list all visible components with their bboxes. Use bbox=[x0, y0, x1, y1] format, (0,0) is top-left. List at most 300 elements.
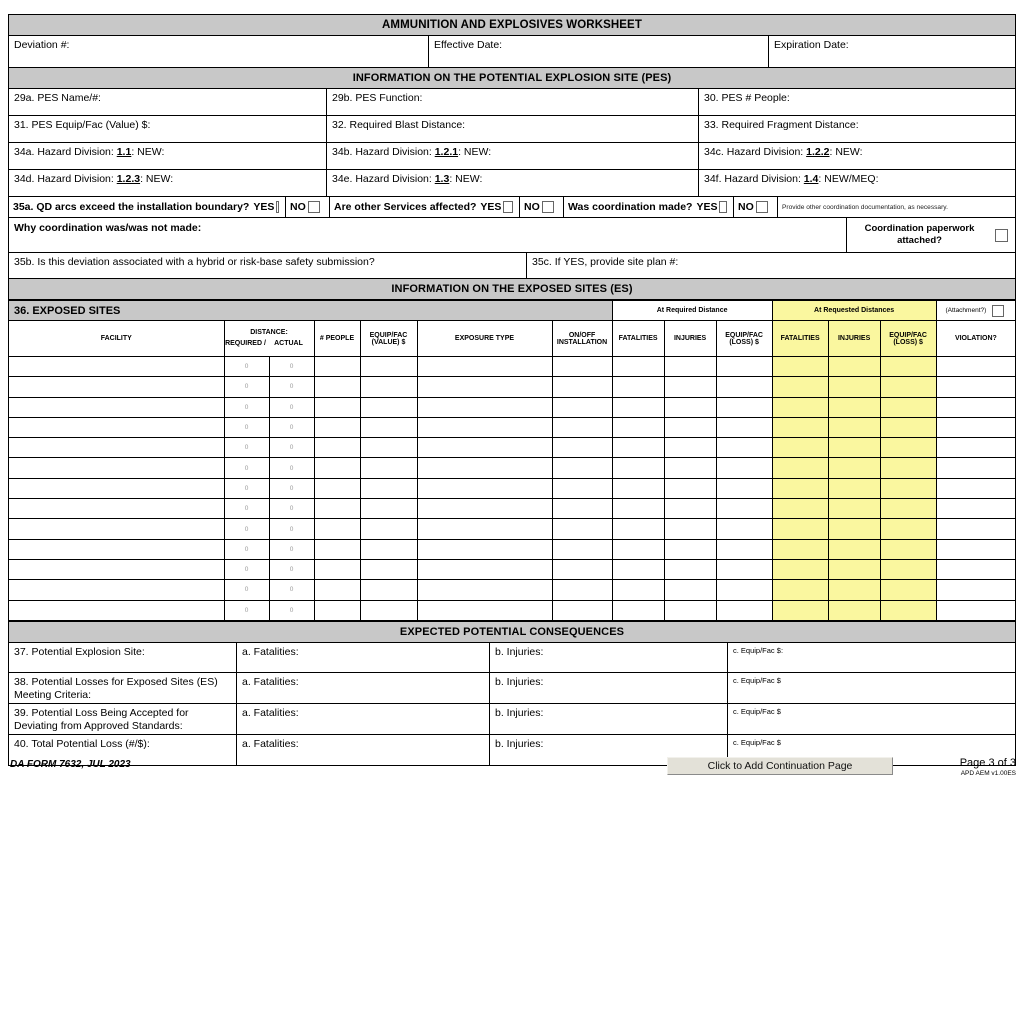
cell-violation[interactable] bbox=[936, 600, 1015, 620]
field-34b-suffix: : NEW: bbox=[458, 146, 492, 158]
cell-people[interactable] bbox=[314, 580, 360, 600]
cell-required-injuries[interactable] bbox=[664, 478, 716, 498]
cell-distance-actual[interactable]: 0 bbox=[269, 478, 314, 498]
cell-requested-equip-loss[interactable] bbox=[880, 357, 936, 377]
exposed-sites-table bbox=[9, 300, 1015, 621]
field-services-yes-label: YES bbox=[480, 201, 502, 213]
coordination-paperwork-label: Coordination paperwork attached? bbox=[864, 222, 975, 246]
col-requested-equip-loss-line1: EQUIP/FAC bbox=[889, 331, 927, 339]
cell-requested-injuries[interactable] bbox=[828, 458, 880, 478]
field-services-label: Are other Services affected? bbox=[334, 201, 477, 213]
cell-facility[interactable] bbox=[9, 417, 224, 437]
field-coordination-no-checkbox[interactable] bbox=[756, 201, 768, 213]
cell-distance-actual[interactable]: 0 bbox=[269, 580, 314, 600]
field-coordination-yes-checkbox[interactable] bbox=[719, 201, 727, 213]
cell-requested-fatalities[interactable] bbox=[772, 580, 828, 600]
cell-required-injuries[interactable] bbox=[664, 559, 716, 579]
cell-equip-fac-value[interactable] bbox=[360, 580, 417, 600]
table-row bbox=[9, 580, 1015, 600]
cell-exposure-type[interactable] bbox=[417, 559, 552, 579]
field-34a-division: 1.1 bbox=[116, 146, 132, 158]
coordination-note-cell bbox=[778, 197, 1015, 218]
field-34c-division: 1.2.2 bbox=[806, 146, 830, 158]
cell-exposure-type[interactable] bbox=[417, 357, 552, 377]
cell-requested-fatalities[interactable] bbox=[772, 519, 828, 539]
cell-exposure-type[interactable] bbox=[417, 519, 552, 539]
cell-people[interactable] bbox=[314, 417, 360, 437]
cell-requested-fatalities[interactable] bbox=[772, 377, 828, 397]
cell-requested-equip-loss[interactable] bbox=[880, 478, 936, 498]
field-34f-hazard-division[interactable] bbox=[699, 170, 1015, 197]
cell-distance-required[interactable]: 0 bbox=[224, 438, 269, 458]
cell-required-injuries[interactable] bbox=[664, 377, 716, 397]
cell-required-fatalities[interactable] bbox=[612, 417, 664, 437]
field-34a-prefix: 34a. Hazard Division: bbox=[14, 146, 117, 158]
field-34a-hazard-division[interactable] bbox=[9, 143, 327, 170]
cell-facility[interactable] bbox=[9, 499, 224, 519]
cell-exposure-type[interactable] bbox=[417, 417, 552, 437]
cell-required-injuries[interactable] bbox=[664, 600, 716, 620]
table-row bbox=[9, 417, 1015, 437]
col-equip-fac-value-line2: (VALUE) $ bbox=[371, 338, 406, 346]
cell-exposure-type[interactable] bbox=[417, 458, 552, 478]
cell-distance-required[interactable]: 0 bbox=[224, 499, 269, 519]
cell-required-equip-loss[interactable] bbox=[716, 357, 772, 377]
da-form-7632-page3 bbox=[8, 14, 1016, 766]
cell-onoff-installation[interactable] bbox=[552, 417, 612, 437]
consequences-row-37 bbox=[9, 643, 1015, 673]
cell-facility[interactable] bbox=[9, 580, 224, 600]
field-37-equip[interactable]: c. Equip/Fac $: bbox=[728, 643, 1015, 673]
col-distance-actual: ACTUAL bbox=[274, 339, 303, 347]
field-40-equip[interactable]: c. Equip/Fac $ bbox=[733, 737, 781, 747]
cell-required-fatalities[interactable] bbox=[612, 377, 664, 397]
cell-exposure-type[interactable] bbox=[417, 438, 552, 458]
cell-people[interactable] bbox=[314, 357, 360, 377]
cell-required-fatalities[interactable] bbox=[612, 357, 664, 377]
cell-people[interactable] bbox=[314, 438, 360, 458]
attachment-checkbox[interactable] bbox=[992, 305, 1004, 317]
field-34e-hazard-division[interactable] bbox=[327, 170, 699, 197]
cell-distance-required[interactable]: 0 bbox=[224, 397, 269, 417]
field-35a-label: 35a. QD arcs exceed the installation boundary? bbox=[13, 201, 250, 213]
cell-required-injuries[interactable] bbox=[664, 458, 716, 478]
col-required-equip-loss bbox=[716, 321, 772, 357]
cell-violation[interactable] bbox=[936, 357, 1015, 377]
field-34d-prefix: 34d. Hazard Division: bbox=[14, 173, 117, 185]
cell-requested-fatalities[interactable] bbox=[772, 559, 828, 579]
cell-requested-fatalities[interactable] bbox=[772, 397, 828, 417]
cell-violation[interactable] bbox=[936, 478, 1015, 498]
cell-exposure-type[interactable] bbox=[417, 377, 552, 397]
cell-requested-equip-loss[interactable] bbox=[880, 458, 936, 478]
cell-equip-fac-value[interactable] bbox=[360, 478, 417, 498]
field-29b-pes-function[interactable]: 29b. PES Function: bbox=[327, 89, 699, 116]
cell-facility[interactable] bbox=[9, 539, 224, 559]
cell-onoff-installation[interactable] bbox=[552, 357, 612, 377]
field-39-label: 39. Potential Loss Being Accepted for Deviating from Approved Standards: bbox=[9, 704, 237, 735]
cell-exposure-type[interactable] bbox=[417, 499, 552, 519]
cell-onoff-installation[interactable] bbox=[552, 377, 612, 397]
cell-distance-actual[interactable]: 0 bbox=[269, 499, 314, 519]
cell-required-fatalities[interactable] bbox=[612, 559, 664, 579]
consequences-table bbox=[9, 643, 1015, 765]
field-29a-pes-name[interactable]: 29a. PES Name/#: bbox=[9, 89, 327, 116]
cell-required-equip-loss[interactable] bbox=[716, 397, 772, 417]
cell-onoff-installation[interactable] bbox=[552, 580, 612, 600]
table-row bbox=[9, 539, 1015, 559]
group-at-required-distance: At Required Distance bbox=[612, 301, 772, 321]
cell-onoff-installation[interactable] bbox=[552, 539, 612, 559]
cell-people[interactable] bbox=[314, 600, 360, 620]
cell-requested-equip-loss[interactable] bbox=[880, 397, 936, 417]
cell-distance-required[interactable]: 0 bbox=[224, 559, 269, 579]
es-section-band: INFORMATION ON THE EXPOSED SITES (ES) bbox=[9, 279, 1015, 300]
cell-required-injuries[interactable] bbox=[664, 580, 716, 600]
field-services-no-checkbox[interactable] bbox=[542, 201, 554, 213]
field-39-fatalities[interactable]: a. Fatalities: bbox=[237, 704, 490, 735]
cell-required-injuries[interactable] bbox=[664, 438, 716, 458]
cell-requested-equip-loss[interactable] bbox=[880, 580, 936, 600]
field-35a-no-checkbox[interactable] bbox=[308, 201, 320, 213]
cell-equip-fac-value[interactable] bbox=[360, 559, 417, 579]
cell-requested-equip-loss[interactable] bbox=[880, 499, 936, 519]
field-34d-suffix: : NEW: bbox=[140, 173, 174, 185]
cell-distance-required[interactable]: 0 bbox=[224, 458, 269, 478]
cell-requested-injuries[interactable] bbox=[828, 377, 880, 397]
cell-onoff-installation[interactable] bbox=[552, 397, 612, 417]
cell-facility[interactable] bbox=[9, 397, 224, 417]
cell-facility[interactable] bbox=[9, 458, 224, 478]
deviation-row bbox=[9, 36, 1015, 68]
cell-facility[interactable] bbox=[9, 600, 224, 620]
cell-required-fatalities[interactable] bbox=[612, 458, 664, 478]
es-group-header-row bbox=[9, 301, 1015, 321]
col-requested-fatalities: FATALITIES bbox=[772, 321, 828, 357]
coordination-note-text: Provide other coordination documentation, as necessary. bbox=[782, 203, 948, 211]
cell-requested-equip-loss[interactable] bbox=[880, 539, 936, 559]
cell-required-equip-loss[interactable] bbox=[716, 559, 772, 579]
cell-people[interactable] bbox=[314, 499, 360, 519]
cell-distance-actual[interactable]: 0 bbox=[269, 397, 314, 417]
cell-requested-injuries[interactable] bbox=[828, 519, 880, 539]
cell-equip-fac-value[interactable] bbox=[360, 417, 417, 437]
field-37-fatalities[interactable]: a. Fatalities: bbox=[237, 643, 490, 673]
cell-onoff-installation[interactable] bbox=[552, 478, 612, 498]
cell-requested-injuries[interactable] bbox=[828, 417, 880, 437]
cell-distance-actual[interactable]: 0 bbox=[269, 539, 314, 559]
cell-requested-equip-loss[interactable] bbox=[880, 559, 936, 579]
cell-violation[interactable] bbox=[936, 499, 1015, 519]
form-footer bbox=[8, 757, 1016, 785]
cell-facility[interactable] bbox=[9, 478, 224, 498]
cell-distance-actual[interactable]: 0 bbox=[269, 458, 314, 478]
field-33-required-fragment-distance[interactable]: 33. Required Fragment Distance: bbox=[699, 116, 1015, 143]
col-violation: VIOLATION? bbox=[936, 321, 1015, 357]
cell-required-fatalities[interactable] bbox=[612, 478, 664, 498]
field-35a-yes-checkbox[interactable] bbox=[276, 201, 279, 213]
add-continuation-page-button[interactable]: Click to Add Continuation Page bbox=[667, 757, 893, 775]
cell-requested-injuries[interactable] bbox=[828, 478, 880, 498]
cell-distance-actual[interactable]: 0 bbox=[269, 519, 314, 539]
cell-people[interactable] bbox=[314, 539, 360, 559]
cell-violation[interactable] bbox=[936, 580, 1015, 600]
col-exposure-type: EXPOSURE TYPE bbox=[417, 321, 552, 357]
cell-required-equip-loss[interactable] bbox=[716, 377, 772, 397]
cell-exposure-type[interactable] bbox=[417, 580, 552, 600]
cell-people[interactable] bbox=[314, 519, 360, 539]
table-row bbox=[9, 397, 1015, 417]
cell-required-injuries[interactable] bbox=[664, 417, 716, 437]
col-requested-equip-loss bbox=[880, 321, 936, 357]
cell-required-equip-loss[interactable] bbox=[716, 539, 772, 559]
form-identifier: DA FORM 7632, JUL 2023 bbox=[10, 759, 131, 770]
form-version: APD AEM v1.00ES bbox=[960, 770, 1016, 777]
cell-onoff-installation[interactable] bbox=[552, 458, 612, 478]
attachment-cell bbox=[936, 301, 1015, 321]
cell-violation[interactable] bbox=[936, 377, 1015, 397]
cell-requested-injuries[interactable] bbox=[828, 397, 880, 417]
field-34b-prefix: 34b. Hazard Division: bbox=[332, 146, 435, 158]
col-distance bbox=[224, 321, 314, 357]
col-requested-equip-loss-line2: (LOSS) $ bbox=[893, 338, 923, 346]
cell-exposure-type[interactable] bbox=[417, 600, 552, 620]
cell-required-equip-loss[interactable] bbox=[716, 478, 772, 498]
field-39-equip[interactable]: c. Equip/Fac $ bbox=[728, 704, 1015, 735]
field-coordination-label: Was coordination made? bbox=[568, 201, 693, 213]
cell-facility[interactable] bbox=[9, 438, 224, 458]
pes-row-34-bottom bbox=[9, 170, 1015, 197]
cell-onoff-installation[interactable] bbox=[552, 519, 612, 539]
col-requested-injuries: INJURIES bbox=[828, 321, 880, 357]
field-38-injuries[interactable]: b. Injuries: bbox=[490, 673, 728, 704]
cell-requested-fatalities[interactable] bbox=[772, 478, 828, 498]
cell-equip-fac-value[interactable] bbox=[360, 458, 417, 478]
cell-violation[interactable] bbox=[936, 438, 1015, 458]
deviation-number-field[interactable]: Deviation #: bbox=[9, 36, 429, 68]
cell-onoff-installation[interactable] bbox=[552, 559, 612, 579]
cell-distance-actual[interactable]: 0 bbox=[269, 357, 314, 377]
cell-distance-required[interactable]: 0 bbox=[224, 519, 269, 539]
cell-equip-fac-value[interactable] bbox=[360, 438, 417, 458]
expiration-date-field[interactable]: Expiration Date: bbox=[769, 36, 1015, 68]
col-people: # PEOPLE bbox=[314, 321, 360, 357]
field-34e-suffix: : NEW: bbox=[449, 173, 483, 185]
cell-required-fatalities[interactable] bbox=[612, 499, 664, 519]
field-34d-hazard-division[interactable] bbox=[9, 170, 327, 197]
col-equip-fac-value bbox=[360, 321, 417, 357]
cell-people[interactable] bbox=[314, 458, 360, 478]
cell-requested-injuries[interactable] bbox=[828, 559, 880, 579]
cell-requested-equip-loss[interactable] bbox=[880, 600, 936, 620]
cell-distance-required[interactable]: 0 bbox=[224, 478, 269, 498]
cell-distance-actual[interactable]: 0 bbox=[269, 559, 314, 579]
cell-people[interactable] bbox=[314, 559, 360, 579]
field-34e-division: 1.3 bbox=[434, 173, 450, 185]
cell-distance-required[interactable]: 0 bbox=[224, 539, 269, 559]
table-row bbox=[9, 458, 1015, 478]
field-38-label: 38. Potential Losses for Exposed Sites (ES) Meeting Criteria: bbox=[9, 673, 237, 704]
field-38-fatalities[interactable]: a. Fatalities: bbox=[237, 673, 490, 704]
cell-requested-fatalities[interactable] bbox=[772, 438, 828, 458]
cell-required-equip-loss[interactable] bbox=[716, 499, 772, 519]
field-32-required-blast-distance[interactable]: 32. Required Blast Distance: bbox=[327, 116, 699, 143]
field-34c-hazard-division[interactable] bbox=[699, 143, 1015, 170]
cell-requested-fatalities[interactable] bbox=[772, 499, 828, 519]
cell-distance-required[interactable]: 0 bbox=[224, 417, 269, 437]
cell-equip-fac-value[interactable] bbox=[360, 499, 417, 519]
cell-equip-fac-value[interactable] bbox=[360, 600, 417, 620]
cell-requested-fatalities[interactable] bbox=[772, 458, 828, 478]
cell-requested-injuries[interactable] bbox=[828, 499, 880, 519]
field-35a-no-cell bbox=[286, 197, 330, 218]
cell-requested-injuries[interactable] bbox=[828, 580, 880, 600]
cell-requested-injuries[interactable] bbox=[828, 357, 880, 377]
field-coordination-yes-label: YES bbox=[696, 201, 718, 213]
cell-required-fatalities[interactable] bbox=[612, 580, 664, 600]
cell-required-injuries[interactable] bbox=[664, 539, 716, 559]
table-row bbox=[9, 499, 1015, 519]
cell-violation[interactable] bbox=[936, 539, 1015, 559]
cell-onoff-installation[interactable] bbox=[552, 499, 612, 519]
cell-required-fatalities[interactable] bbox=[612, 519, 664, 539]
cell-equip-fac-value[interactable] bbox=[360, 539, 417, 559]
cell-facility[interactable] bbox=[9, 377, 224, 397]
table-row bbox=[9, 377, 1015, 397]
cell-distance-actual[interactable]: 0 bbox=[269, 438, 314, 458]
why-coordination-field[interactable]: Why coordination was/was not made: bbox=[9, 218, 847, 253]
field-39-injuries[interactable]: b. Injuries: bbox=[490, 704, 728, 735]
cell-requested-fatalities[interactable] bbox=[772, 417, 828, 437]
cell-distance-actual[interactable]: 0 bbox=[269, 600, 314, 620]
cell-distance-actual[interactable]: 0 bbox=[269, 377, 314, 397]
field-35a-yes-label: YES bbox=[253, 201, 275, 213]
field-34f-division: 1.4 bbox=[803, 173, 819, 185]
field-services-yes-checkbox[interactable] bbox=[503, 201, 513, 213]
cell-equip-fac-value[interactable] bbox=[360, 357, 417, 377]
pes-section-band: INFORMATION ON THE POTENTIAL EXPLOSION SITE (PES) bbox=[9, 68, 1015, 89]
cell-distance-actual[interactable]: 0 bbox=[269, 417, 314, 437]
cell-requested-injuries[interactable] bbox=[828, 539, 880, 559]
table-row bbox=[9, 559, 1015, 579]
field-35b-35c-row bbox=[9, 253, 1015, 279]
cell-requested-fatalities[interactable] bbox=[772, 357, 828, 377]
cell-people[interactable] bbox=[314, 397, 360, 417]
cell-facility[interactable] bbox=[9, 519, 224, 539]
cell-violation[interactable] bbox=[936, 417, 1015, 437]
cell-required-fatalities[interactable] bbox=[612, 539, 664, 559]
cell-required-fatalities[interactable] bbox=[612, 600, 664, 620]
cell-equip-fac-value[interactable] bbox=[360, 377, 417, 397]
field-34d-division: 1.2.3 bbox=[116, 173, 141, 185]
field-40-label: 40. Total Potential Loss (#/$): bbox=[9, 735, 237, 765]
col-distance-title: DISTANCE: bbox=[250, 329, 288, 336]
cell-distance-required[interactable]: 0 bbox=[224, 580, 269, 600]
field-40-fatalities[interactable]: a. Fatalities: bbox=[237, 735, 490, 765]
cell-required-equip-loss[interactable] bbox=[716, 458, 772, 478]
coordination-paperwork-checkbox[interactable] bbox=[995, 229, 1008, 242]
consequences-row-38 bbox=[9, 673, 1015, 704]
cell-distance-required[interactable]: 0 bbox=[224, 600, 269, 620]
field-coordination-question-cell bbox=[564, 197, 734, 218]
cell-equip-fac-value[interactable] bbox=[360, 397, 417, 417]
cell-requested-fatalities[interactable] bbox=[772, 600, 828, 620]
field-37-injuries[interactable]: b. Injuries: bbox=[490, 643, 728, 673]
pes-row-31 bbox=[9, 116, 1015, 143]
col-facility: FACILITY bbox=[9, 321, 224, 357]
cell-people[interactable] bbox=[314, 478, 360, 498]
col-equip-fac-value-line1: EQUIP/FAC bbox=[369, 331, 408, 339]
cell-exposure-type[interactable] bbox=[417, 397, 552, 417]
cell-violation[interactable] bbox=[936, 559, 1015, 579]
cell-requested-injuries[interactable] bbox=[828, 600, 880, 620]
field-34b-hazard-division[interactable] bbox=[327, 143, 699, 170]
cell-facility[interactable] bbox=[9, 559, 224, 579]
cell-facility[interactable] bbox=[9, 357, 224, 377]
table-row bbox=[9, 478, 1015, 498]
field-31-pes-equip-value[interactable]: 31. PES Equip/Fac (Value) $: bbox=[9, 116, 327, 143]
attachment-label: (Attachment?) bbox=[945, 307, 987, 314]
cell-required-equip-loss[interactable] bbox=[716, 600, 772, 620]
cell-required-injuries[interactable] bbox=[664, 397, 716, 417]
cell-violation[interactable] bbox=[936, 397, 1015, 417]
cell-required-fatalities[interactable] bbox=[612, 397, 664, 417]
cell-required-injuries[interactable] bbox=[664, 357, 716, 377]
table-row bbox=[9, 519, 1015, 539]
cell-required-injuries[interactable] bbox=[664, 499, 716, 519]
cell-exposure-type[interactable] bbox=[417, 539, 552, 559]
cell-onoff-installation[interactable] bbox=[552, 438, 612, 458]
consequences-row-39 bbox=[9, 704, 1015, 735]
col-required-injuries: INJURIES bbox=[664, 321, 716, 357]
col-onoff-line1: ON/OFF bbox=[568, 331, 596, 339]
cell-required-equip-loss[interactable] bbox=[716, 417, 772, 437]
cell-requested-equip-loss[interactable] bbox=[880, 438, 936, 458]
field-35c-site-plan[interactable]: 35c. If YES, provide site plan #: bbox=[527, 253, 1015, 279]
field-35b-hybrid-submission[interactable]: 35b. Is this deviation associated with a hybrid or risk-base safety submission? bbox=[9, 253, 527, 279]
page-number: Page 3 of 3 bbox=[959, 757, 1016, 769]
cell-requested-fatalities[interactable] bbox=[772, 539, 828, 559]
field-35a-row bbox=[9, 197, 1015, 218]
cell-distance-required[interactable]: 0 bbox=[224, 357, 269, 377]
field-34a-suffix: : NEW: bbox=[131, 146, 165, 158]
cell-violation[interactable] bbox=[936, 458, 1015, 478]
cell-requested-equip-loss[interactable] bbox=[880, 377, 936, 397]
cell-required-injuries[interactable] bbox=[664, 519, 716, 539]
field-coordination-no-label: NO bbox=[738, 201, 754, 213]
field-40-injuries[interactable]: b. Injuries: bbox=[490, 735, 728, 765]
cell-requested-equip-loss[interactable] bbox=[880, 417, 936, 437]
field-38-equip[interactable]: c. Equip/Fac $ bbox=[728, 673, 1015, 704]
cell-requested-equip-loss[interactable] bbox=[880, 519, 936, 539]
cell-distance-required[interactable]: 0 bbox=[224, 377, 269, 397]
cell-requested-injuries[interactable] bbox=[828, 438, 880, 458]
field-services-no-label: NO bbox=[524, 201, 540, 213]
cell-people[interactable] bbox=[314, 377, 360, 397]
cell-required-equip-loss[interactable] bbox=[716, 580, 772, 600]
cell-violation[interactable] bbox=[936, 519, 1015, 539]
cell-equip-fac-value[interactable] bbox=[360, 519, 417, 539]
effective-date-field[interactable]: Effective Date: bbox=[429, 36, 769, 68]
cell-required-equip-loss[interactable] bbox=[716, 519, 772, 539]
cell-required-equip-loss[interactable] bbox=[716, 438, 772, 458]
coordination-paperwork-cell bbox=[847, 218, 1015, 253]
cell-onoff-installation[interactable] bbox=[552, 600, 612, 620]
cell-required-fatalities[interactable] bbox=[612, 438, 664, 458]
cell-exposure-type[interactable] bbox=[417, 478, 552, 498]
field-30-pes-people[interactable]: 30. PES # People: bbox=[699, 89, 1015, 116]
col-onoff-installation bbox=[552, 321, 612, 357]
